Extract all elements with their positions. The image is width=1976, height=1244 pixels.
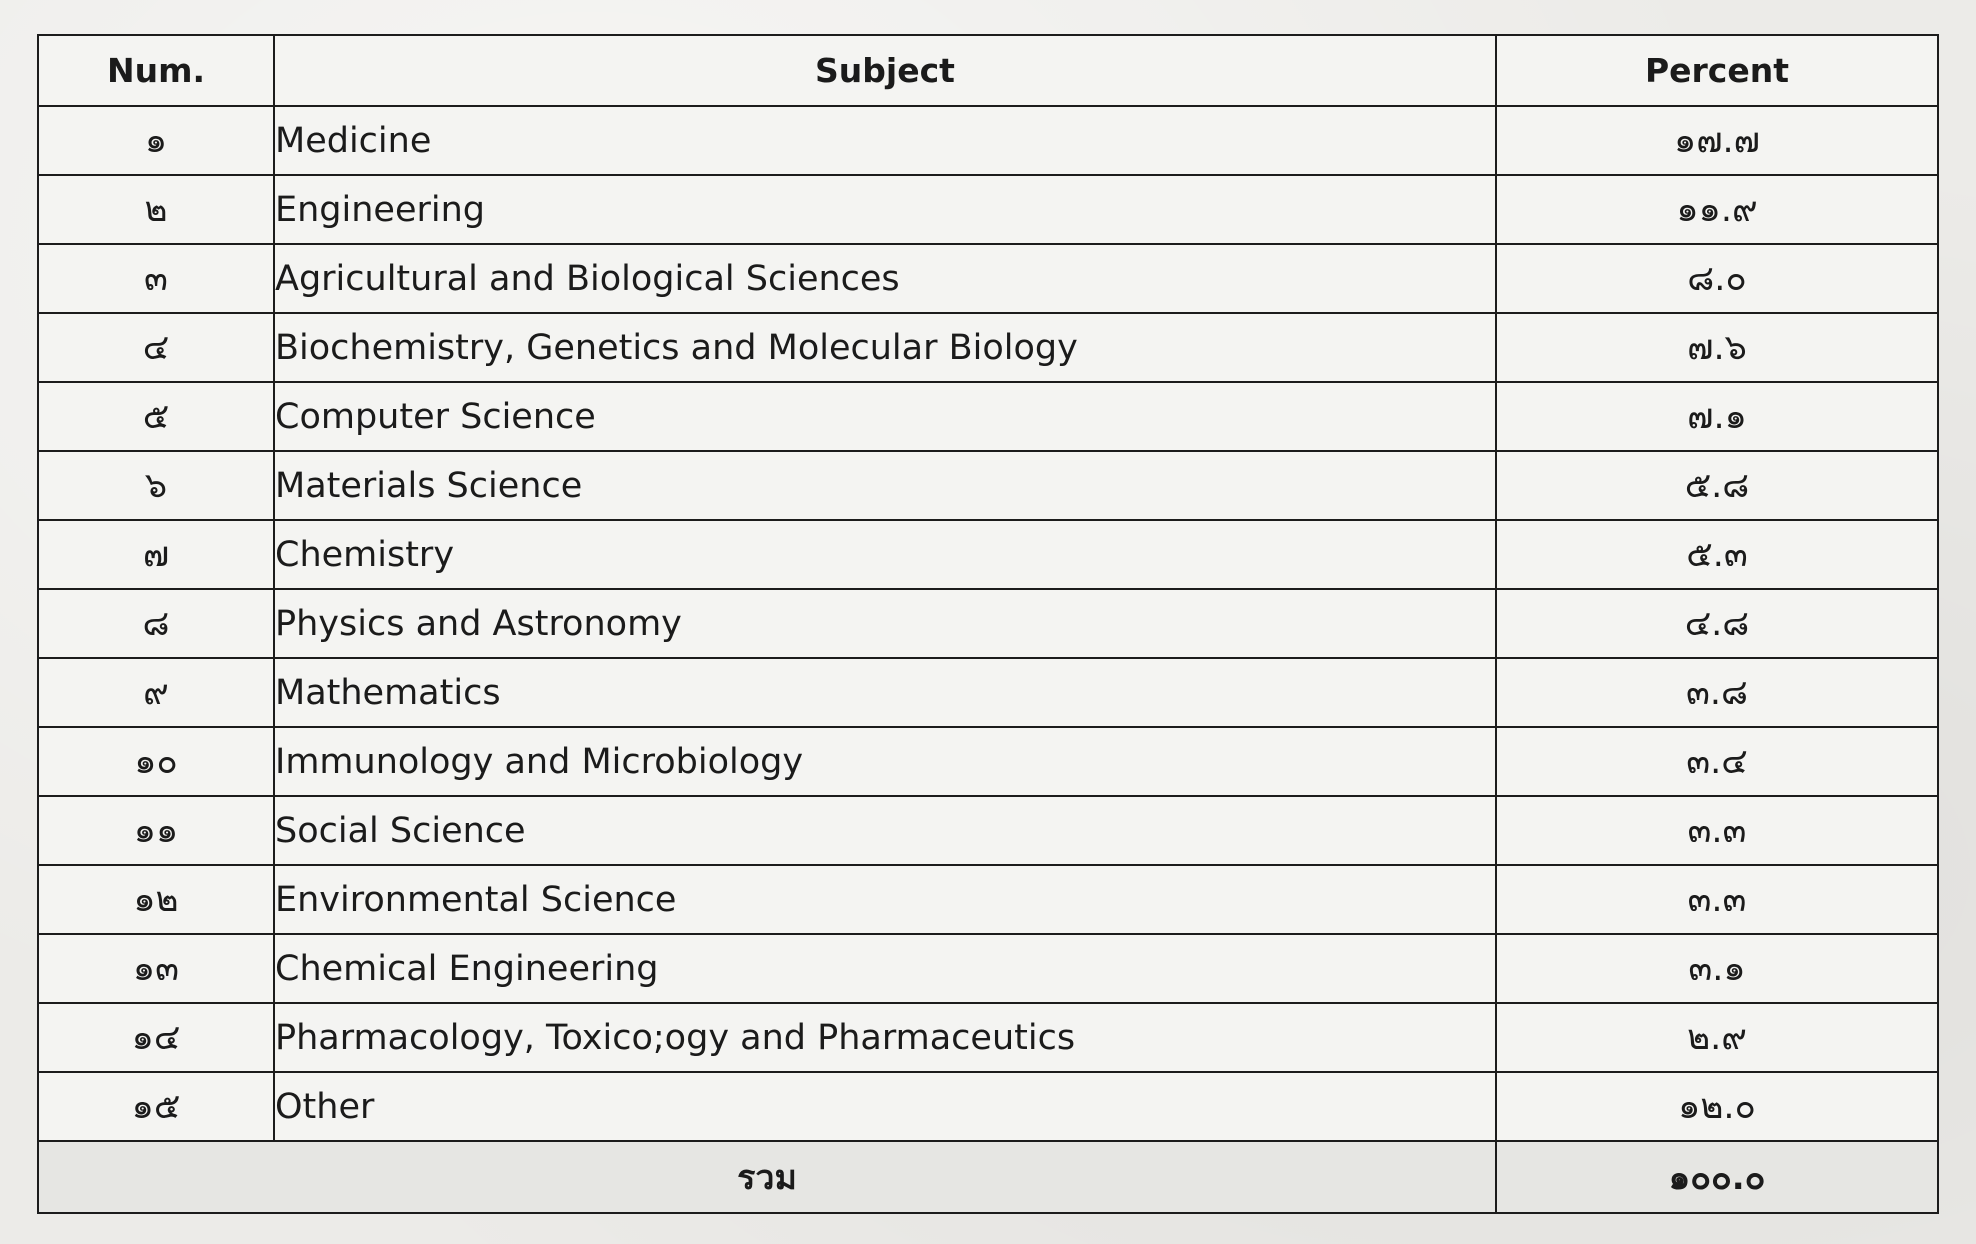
row-percent: ๓.๓ bbox=[1496, 865, 1938, 934]
row-num: ๓ bbox=[38, 244, 274, 313]
row-num: ๑๓ bbox=[38, 934, 274, 1003]
row-percent: ๑๑.๙ bbox=[1496, 175, 1938, 244]
row-percent: ๓.๔ bbox=[1496, 727, 1938, 796]
row-percent: ๕.๓ bbox=[1496, 520, 1938, 589]
row-subject: Chemical Engineering bbox=[274, 934, 1496, 1003]
row-subject: Materials Science bbox=[274, 451, 1496, 520]
row-num: ๔ bbox=[38, 313, 274, 382]
row-subject: Immunology and Microbiology bbox=[274, 727, 1496, 796]
row-percent: ๗.๑ bbox=[1496, 382, 1938, 451]
row-percent: ๑๗.๗ bbox=[1496, 106, 1938, 175]
table-row bbox=[38, 520, 1938, 589]
row-num: ๒ bbox=[38, 175, 274, 244]
row-num: ๑๔ bbox=[38, 1003, 274, 1072]
table-header-row bbox=[38, 35, 1938, 106]
row-num: ๗ bbox=[38, 520, 274, 589]
total-label: รวม bbox=[38, 1141, 1496, 1213]
row-subject: Medicine bbox=[274, 106, 1496, 175]
table-row bbox=[38, 589, 1938, 658]
table-row bbox=[38, 1003, 1938, 1072]
row-num: ๑๑ bbox=[38, 796, 274, 865]
table-row bbox=[38, 1072, 1938, 1141]
row-subject: Chemistry bbox=[274, 520, 1496, 589]
row-percent: ๓.๓ bbox=[1496, 796, 1938, 865]
table-row bbox=[38, 658, 1938, 727]
table-row bbox=[38, 175, 1938, 244]
table-row bbox=[38, 451, 1938, 520]
row-num: ๘ bbox=[38, 589, 274, 658]
row-num: ๑๐ bbox=[38, 727, 274, 796]
table-row bbox=[38, 934, 1938, 1003]
row-subject: Mathematics bbox=[274, 658, 1496, 727]
table-row bbox=[38, 244, 1938, 313]
table-row bbox=[38, 865, 1938, 934]
table-row bbox=[38, 382, 1938, 451]
row-subject: Computer Science bbox=[274, 382, 1496, 451]
row-subject: Agricultural and Biological Sciences bbox=[274, 244, 1496, 313]
row-num: ๙ bbox=[38, 658, 274, 727]
row-percent: ๕.๘ bbox=[1496, 451, 1938, 520]
subject-percent-table bbox=[37, 34, 1939, 1214]
row-percent: ๓.๑ bbox=[1496, 934, 1938, 1003]
row-subject: Environmental Science bbox=[274, 865, 1496, 934]
row-percent: ๒.๙ bbox=[1496, 1003, 1938, 1072]
row-percent: ๗.๖ bbox=[1496, 313, 1938, 382]
row-num: ๑ bbox=[38, 106, 274, 175]
row-subject: Physics and Astronomy bbox=[274, 589, 1496, 658]
table-row bbox=[38, 313, 1938, 382]
header-num: Num. bbox=[38, 35, 274, 106]
total-row bbox=[38, 1141, 1938, 1213]
row-percent: ๑๒.๐ bbox=[1496, 1072, 1938, 1141]
row-percent: ๘.๐ bbox=[1496, 244, 1938, 313]
row-subject: Engineering bbox=[274, 175, 1496, 244]
row-subject: Pharmacology, Toxico;ogy and Pharmaceutics bbox=[274, 1003, 1496, 1072]
row-subject: Biochemistry, Genetics and Molecular Biology bbox=[274, 313, 1496, 382]
header-subject: Subject bbox=[274, 35, 1496, 106]
row-num: ๖ bbox=[38, 451, 274, 520]
total-percent: ๑๐๐.๐ bbox=[1496, 1141, 1938, 1213]
row-num: ๑๒ bbox=[38, 865, 274, 934]
row-subject: Social Science bbox=[274, 796, 1496, 865]
table-row bbox=[38, 727, 1938, 796]
row-num: ๑๕ bbox=[38, 1072, 274, 1141]
header-percent: Percent bbox=[1496, 35, 1938, 106]
table-row bbox=[38, 106, 1938, 175]
row-percent: ๓.๘ bbox=[1496, 658, 1938, 727]
table-row bbox=[38, 796, 1938, 865]
row-percent: ๔.๘ bbox=[1496, 589, 1938, 658]
row-subject: Other bbox=[274, 1072, 1496, 1141]
row-num: ๕ bbox=[38, 382, 274, 451]
